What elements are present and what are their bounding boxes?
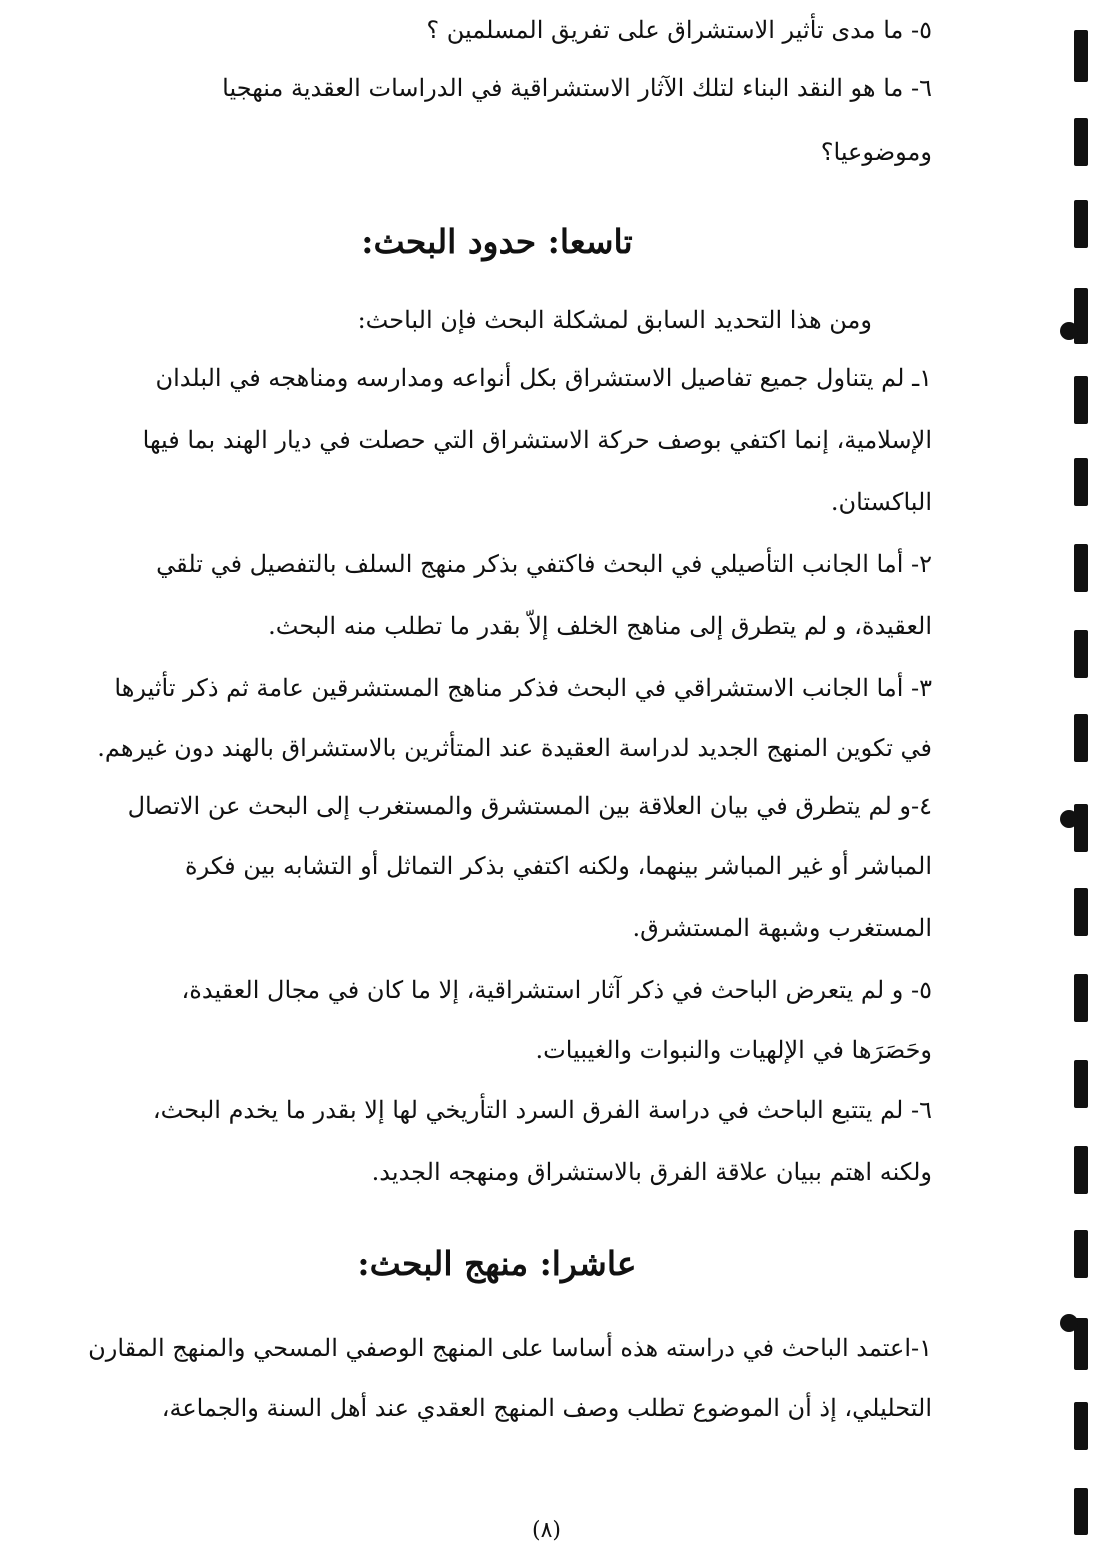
binder-mark (1074, 1230, 1088, 1278)
binder-dot (1060, 1314, 1078, 1332)
section-heading-limits: تاسعا: حدود البحث: (361, 222, 633, 261)
binder-mark (1074, 200, 1088, 248)
text-line: ولكنه اهتم ببيان علاقة الفرق بالاستشراق ومنهجه الجديد. (371, 1158, 932, 1186)
text-line: ٥- ما مدى تأثير الاستشراق على تفريق المسلمين ؟ (426, 16, 932, 44)
binder-dot (1060, 322, 1078, 340)
binder-mark (1074, 30, 1088, 82)
text-line: في تكوين المنهج الجديد لدراسة العقيدة عند المتأثرين بالاستشراق بالهند دون غيرهم. (97, 734, 932, 762)
text-line: الباكستان. (830, 488, 932, 516)
binder-mark (1074, 804, 1088, 852)
text-line: وحَصَرَها في الإلهيات والنبوات والغيبيات. (535, 1036, 932, 1064)
text-line: المباشر أو غير المباشر بينهما، ولكنه اكتفي بذكر التماثل أو التشابه بين فكرة (185, 852, 932, 880)
text-line: العقيدة، و لم يتطرق إلى مناهج الخلف إلاّ بقدر ما تطلب منه البحث. (268, 612, 932, 640)
text-line: ٤-و لم يتطرق في بيان العلاقة بين المستشرق والمستغرب إلى البحث عن الاتصال (127, 792, 932, 820)
text-line: ٦- ما هو النقد البناء لتلك الآثار الاستشراقية في الدراسات العقدية منهجيا (222, 74, 932, 102)
binder-mark (1074, 1146, 1088, 1194)
text-line: ٢- أما الجانب التأصيلي في البحث فاكتفي بذكر منهج السلف بالتفصيل في تلقي (156, 550, 932, 578)
binder-mark (1074, 376, 1088, 424)
binder-mark (1074, 544, 1088, 592)
text-line: ٥- و لم يتعرض الباحث في ذكر آثار استشراقية، إلا ما كان في مجال العقيدة، (181, 976, 932, 1004)
binder-mark (1074, 974, 1088, 1022)
section-heading-method: عاشرا: منهج البحث: (357, 1244, 637, 1283)
text-line: وموضوعيا؟ (820, 138, 932, 166)
binder-mark (1074, 118, 1088, 166)
binder-dot (1060, 810, 1078, 828)
binder-mark (1074, 630, 1088, 678)
text-line: ٣- أما الجانب الاستشراقي في البحث فذكر مناهج المستشرقين عامة ثم ذكر تأثيرها (114, 674, 932, 702)
document-page (62, 0, 932, 1543)
page-number: (٨) (532, 1518, 562, 1543)
text-line: ومن هذا التحديد السابق لمشكلة البحث فإن الباحث: (357, 306, 872, 334)
binder-mark (1074, 458, 1088, 506)
text-line: التحليلي، إذ أن الموضوع تطلب وصف المنهج العقدي عند أهل السنة والجماعة، (161, 1394, 932, 1422)
text-line: الإسلامية، إنما اكتفي بوصف حركة الاستشراق التي حصلت في ديار الهند بما فيها (142, 426, 932, 454)
binder-mark (1074, 1060, 1088, 1108)
text-line: ٦- لم يتتبع الباحث في دراسة الفرق السرد التأريخي لها إلا بقدر ما يخدم البحث، (152, 1096, 932, 1124)
binder-mark (1074, 1402, 1088, 1450)
text-line: ١-اعتمد الباحث في دراسته هذه أساسا على المنهج الوصفي المسحي والمنهج المقارن (88, 1334, 932, 1362)
binder-mark (1074, 714, 1088, 762)
text-line: المستغرب وشبهة المستشرق. (632, 914, 932, 942)
binder-mark (1074, 1488, 1088, 1535)
binder-mark (1074, 888, 1088, 936)
text-line: ١ـ لم يتناول جميع تفاصيل الاستشراق بكل أنواعه ومدارسه ومناهجه في البلدان (155, 364, 932, 392)
